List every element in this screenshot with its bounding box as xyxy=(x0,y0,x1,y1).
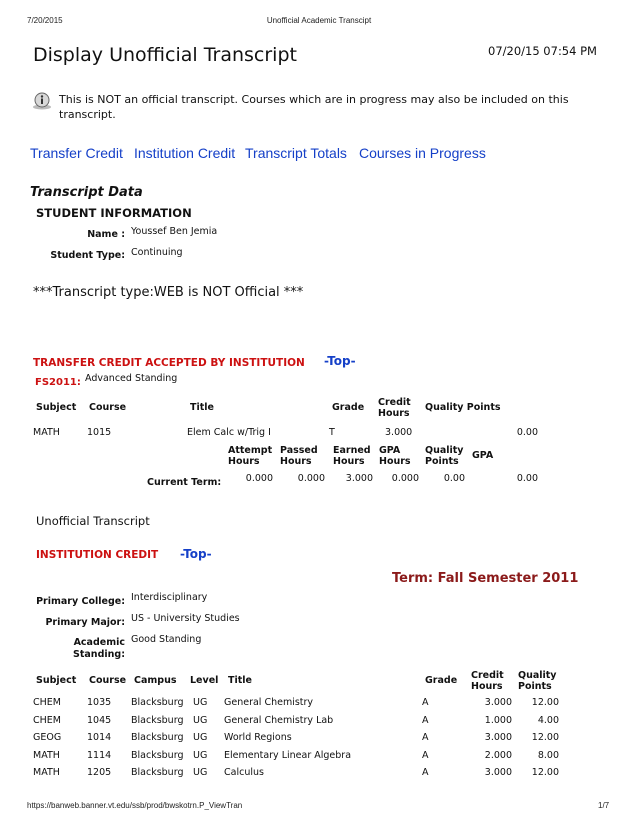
inst-row-subject: GEOG xyxy=(33,732,62,744)
academic-standing-label: Academic Standing: xyxy=(73,637,125,660)
primary-college: Interdisciplinary xyxy=(131,592,208,603)
nav-institution-credit[interactable]: Institution Credit xyxy=(134,145,236,161)
inst-row-subject: MATH xyxy=(33,749,60,761)
current-term-gpa: 0.00 xyxy=(516,473,538,484)
transfer-credit-heading: TRANSFER CREDIT ACCEPTED BY INSTITUTION xyxy=(33,357,305,369)
primary-major: US - University Studies xyxy=(131,613,240,624)
inst-row-level: UG xyxy=(193,732,208,744)
nav-transfer-credit[interactable]: Transfer Credit xyxy=(30,145,123,161)
notice-text: This is NOT an official transcript. Courses which are in progress may also be included on this transcript. xyxy=(59,93,569,121)
inst-row-credit-hours: 3.000 xyxy=(484,697,512,708)
primary-major-label: Primary Major: xyxy=(45,617,125,628)
transfer-term-desc: Advanced Standing xyxy=(85,373,178,384)
inst-row-quality-points: 12.00 xyxy=(531,697,559,708)
inst-row-level: UG xyxy=(193,749,208,761)
inst-header-subject: Subject xyxy=(36,675,77,686)
inst-row-title: Calculus xyxy=(224,767,264,779)
transfer-row-course: 1015 xyxy=(87,427,112,438)
inst-row-grade: A xyxy=(422,732,429,744)
inst-row-title: World Regions xyxy=(224,732,292,744)
transfer-row-grade: T xyxy=(329,427,335,438)
current-term-attempt: 0.000 xyxy=(245,473,273,484)
current-term-passed: 0.000 xyxy=(297,473,325,484)
institution-term: Term: Fall Semester 2011 xyxy=(392,571,579,586)
current-term-quality-points: 0.00 xyxy=(443,473,465,484)
inst-row-course: 1014 xyxy=(87,732,112,744)
inst-row-subject: MATH xyxy=(33,767,60,779)
totals-header-earned: Earned Hours xyxy=(333,445,371,467)
current-term-gpa-hours: 0.000 xyxy=(391,473,419,484)
inst-header-title: Title xyxy=(228,675,252,686)
inst-row-grade: A xyxy=(422,767,429,779)
inst-header-grade: Grade xyxy=(425,675,458,686)
inst-header-quality-points: Quality Points xyxy=(518,670,557,692)
inst-row-subject: CHEM xyxy=(33,697,61,708)
inst-row-credit-hours: 2.000 xyxy=(484,749,512,761)
totals-header-gpa: GPA xyxy=(472,450,494,461)
inst-row-credit-hours: 3.000 xyxy=(484,732,512,744)
inst-row-title: General Chemistry Lab xyxy=(224,714,334,726)
inst-row-level: UG xyxy=(193,697,208,708)
transfer-row-subject: MATH xyxy=(33,427,60,438)
inst-row-campus: Blacksburg xyxy=(131,767,184,779)
student-type: Continuing xyxy=(131,247,183,258)
totals-header-attempt: Attempt Hours xyxy=(228,445,273,467)
print-date: 7/20/2015 xyxy=(27,16,63,25)
transfer-row-title: Elem Calc w/Trig I xyxy=(187,427,271,438)
print-title: Unofficial Academic Transcipt xyxy=(266,16,372,25)
top-link-institution[interactable]: -Top- xyxy=(180,547,212,561)
print-footer-url: https://banweb.banner.vt.edu/ssb/prod/bwskotrn.P_ViewTran xyxy=(27,801,243,810)
inst-row-level: UG xyxy=(193,767,208,779)
transfer-header-subject: Subject xyxy=(36,402,77,413)
inst-row-campus: Blacksburg xyxy=(131,732,184,744)
inst-row-quality-points: 12.00 xyxy=(531,767,559,779)
transfer-header-credit-hours: Credit Hours xyxy=(378,397,411,419)
institution-credit-heading: INSTITUTION CREDIT xyxy=(36,549,159,561)
inst-header-credit-hours: Credit Hours xyxy=(471,670,504,692)
primary-college-label: Primary College: xyxy=(36,596,125,607)
inst-row-title: Elementary Linear Algebra xyxy=(224,749,352,761)
inst-header-course: Course xyxy=(89,675,127,686)
nav-courses-in-progress[interactable]: Courses in Progress xyxy=(359,145,486,161)
transfer-row-quality-points: 0.00 xyxy=(516,427,538,438)
inst-row-grade: A xyxy=(422,714,429,726)
inst-row-credit-hours: 3.000 xyxy=(484,767,512,779)
inst-row-grade: A xyxy=(422,697,429,708)
inst-row-course: 1045 xyxy=(87,714,112,726)
inst-row-subject: CHEM xyxy=(33,714,61,726)
transfer-term-code: FS2011: xyxy=(35,377,81,388)
student-name-label: Name : xyxy=(87,229,125,240)
print-footer-page: 1/7 xyxy=(598,801,610,810)
inst-row-quality-points: 4.00 xyxy=(537,714,559,726)
current-term-earned: 3.000 xyxy=(345,473,373,484)
transfer-header-grade: Grade xyxy=(332,402,365,413)
unofficial-transcript-label: Unofficial Transcript xyxy=(36,514,150,528)
inst-row-course: 1035 xyxy=(87,697,112,708)
transfer-header-quality-points: Quality Points xyxy=(425,402,501,413)
timestamp: 07/20/15 07:54 PM xyxy=(488,44,597,58)
transcript-type-notice: ***Transcript type:WEB is NOT Official *** xyxy=(33,285,304,300)
inst-header-campus: Campus xyxy=(134,675,177,686)
inst-row-campus: Blacksburg xyxy=(131,697,184,708)
student-name: Youssef Ben Jemia xyxy=(131,226,218,237)
totals-header-gpa-hours: GPA Hours xyxy=(379,445,411,467)
inst-row-level: UG xyxy=(193,714,208,726)
nav-transcript-totals[interactable]: Transcript Totals xyxy=(245,145,347,161)
student-type-label: Student Type: xyxy=(50,250,125,261)
transfer-header-course: Course xyxy=(89,402,127,413)
inst-row-campus: Blacksburg xyxy=(131,714,184,726)
inst-header-level: Level xyxy=(190,675,219,686)
transfer-header-title: Title xyxy=(190,402,214,413)
inst-row-course: 1205 xyxy=(87,767,112,779)
inst-row-credit-hours: 1.000 xyxy=(484,714,512,726)
inst-row-quality-points: 12.00 xyxy=(531,732,559,744)
transfer-row-credit-hours: 3.000 xyxy=(385,427,413,438)
inst-row-campus: Blacksburg xyxy=(131,749,184,761)
inst-row-title: General Chemistry xyxy=(224,697,314,708)
current-term-label: Current Term: xyxy=(147,477,222,488)
totals-header-quality-points: Quality Points xyxy=(425,445,464,467)
inst-row-grade: A xyxy=(422,749,429,761)
transcript-data-heading: Transcript Data xyxy=(30,185,143,200)
totals-header-passed: Passed Hours xyxy=(280,445,318,467)
page-title: Display Unofficial Transcript xyxy=(33,44,297,66)
inst-row-quality-points: 8.00 xyxy=(537,749,559,761)
inst-row-course: 1114 xyxy=(87,749,112,761)
student-info-heading: STUDENT INFORMATION xyxy=(36,206,192,220)
info-icon xyxy=(32,92,50,110)
top-link-transfer[interactable]: -Top- xyxy=(324,354,356,368)
academic-standing: Good Standing xyxy=(131,634,202,645)
